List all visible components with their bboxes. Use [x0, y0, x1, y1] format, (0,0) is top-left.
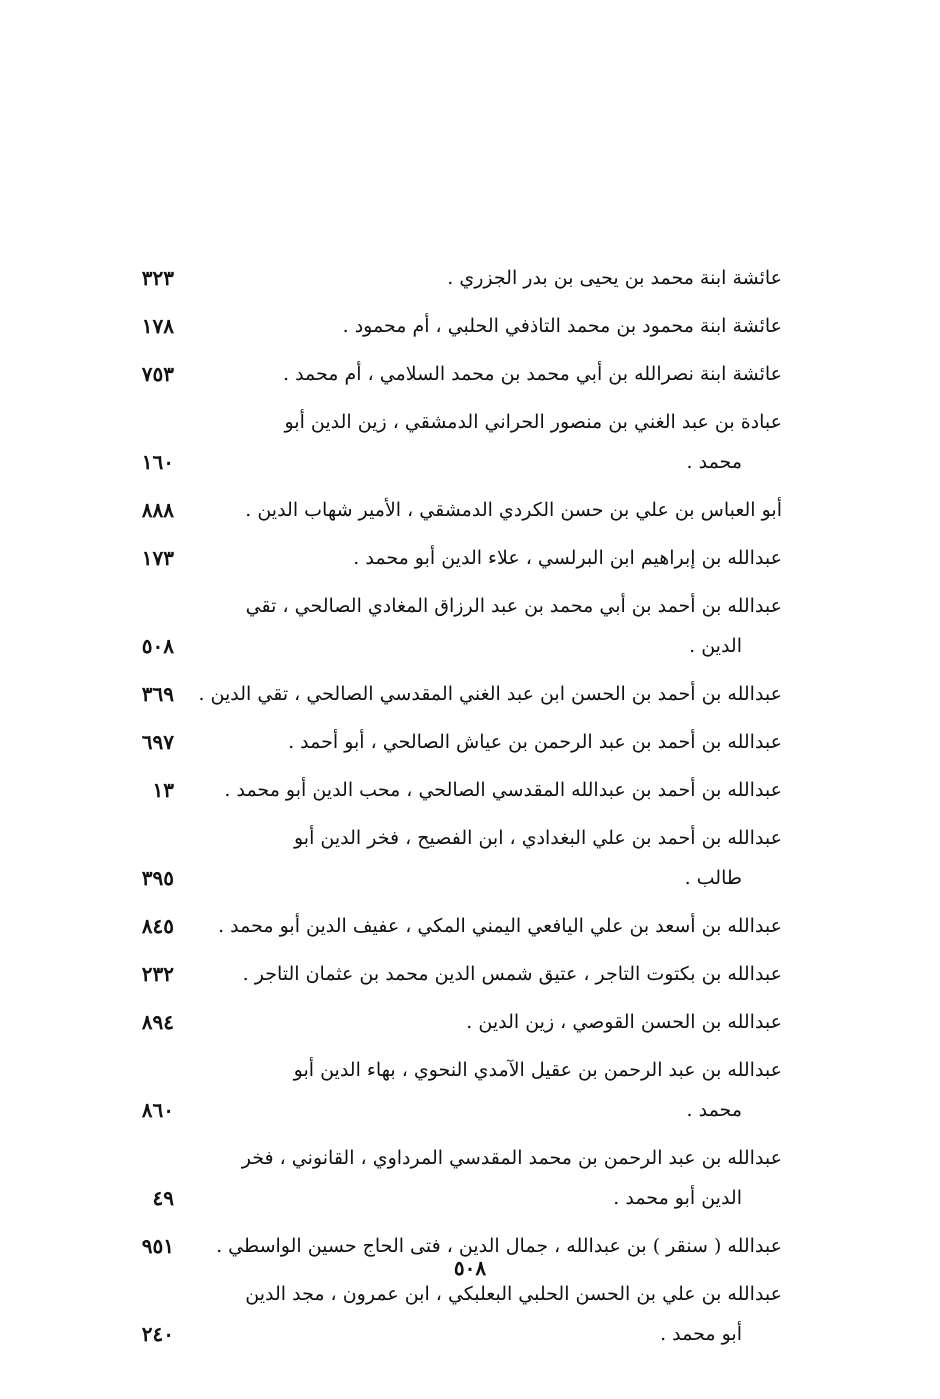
- index-entry: [110, 490, 782, 530]
- entry-continuation-line: محمد .: [686, 1099, 742, 1121]
- entry-text: [186, 402, 782, 482]
- entry-line: عبدالله بن أحمد بن علي البغدادي ، ابن الفصيح ، فخر الدين أبو: [293, 827, 782, 849]
- index-entry: [110, 674, 782, 714]
- entry-line: عبدالله بن أحمد بن عبد الرحمن بن عياش الصالحي ، أبو أحمد .: [288, 731, 782, 753]
- entry-page-number: ١٦٠: [141, 450, 174, 474]
- entry-text: [186, 674, 782, 714]
- index-entry: [110, 1274, 782, 1354]
- entry-line: عبدالله بن بكتوت التاجر ، عتيق شمس الدين محمد بن عثمان التاجر .: [242, 963, 782, 985]
- entry-text: [186, 258, 782, 298]
- index-entry: [110, 538, 782, 578]
- entry-text: [186, 1274, 782, 1354]
- entry-continuation-line: الدين .: [689, 635, 742, 657]
- index-entry: [110, 1050, 782, 1130]
- entry-line: عبدالله بن علي بن الحسن الحلبي البعلبكي ، ابن عمرون ، مجد الدين: [245, 1283, 782, 1305]
- entry-text: [186, 722, 782, 762]
- entry-text: [186, 954, 782, 994]
- entry-continuation-line: أبو محمد .: [660, 1323, 742, 1345]
- entry-page-number: ٨٨٨: [141, 498, 174, 522]
- entry-line: عبدالله بن عبد الرحمن بن محمد المقدسي المرداوي ، القانوني ، فخر: [241, 1147, 782, 1169]
- index-entry: [110, 1002, 782, 1042]
- page-number: ٥٠٨: [453, 1256, 487, 1280]
- entry-line: عبادة بن عبد الغني بن منصور الحراني الدمشقي ، زين الدين أبو: [284, 411, 782, 433]
- entry-page-number: ٣٩٥: [141, 866, 174, 890]
- entry-text: [186, 354, 782, 394]
- entry-continuation-line: محمد .: [686, 451, 742, 473]
- entry-line: عبدالله بن عبد الرحمن بن عقيل الآمدي النحوي ، بهاء الدين أبو: [293, 1059, 782, 1081]
- entry-page-number: ٥٠٨: [141, 634, 174, 658]
- entry-line: عبدالله بن أسعد بن علي اليافعي اليمني المكي ، عفيف الدين أبو محمد .: [218, 915, 782, 937]
- entry-line: عبدالله ( سنقر ) بن عبدالله ، جمال الدين ، فتى الحاج حسين الواسطي .: [216, 1235, 782, 1257]
- entry-continuation-line: طالب .: [684, 867, 742, 889]
- entry-page-number: ٢٣٢: [141, 962, 174, 986]
- index-entry: [110, 258, 782, 298]
- entry-text: [186, 586, 782, 666]
- entry-page-number: ٢٤٠: [141, 1322, 174, 1346]
- entry-page-number: ١٧٣: [141, 546, 174, 570]
- entry-page-number: ٩٥١: [141, 1234, 174, 1258]
- entry-text: [186, 818, 782, 898]
- index-entry: [110, 586, 782, 666]
- entry-line: عبدالله بن أحمد بن أبي محمد بن عبد الرزاق المغادي الصالحي ، تقي: [245, 595, 782, 617]
- entry-page-number: ٦٩٧: [141, 730, 174, 754]
- index-entry: [110, 906, 782, 946]
- index-entry: [110, 402, 782, 482]
- entry-page-number: ١٣: [152, 778, 174, 802]
- entry-page-number: ١٧٨: [141, 314, 174, 338]
- entry-page-number: ٧٥٣: [141, 362, 174, 386]
- entry-text: [186, 770, 782, 810]
- entry-text: [186, 906, 782, 946]
- index-entry: [110, 1138, 782, 1218]
- index-list: [110, 258, 782, 1362]
- entry-line: عبدالله بن إبراهيم ابن البرلسي ، علاء الدين أبو محمد .: [353, 547, 782, 569]
- entry-page-number: ٤٩: [152, 1186, 174, 1210]
- entry-text: [186, 490, 782, 530]
- index-entry: [110, 354, 782, 394]
- index-entry: [110, 818, 782, 898]
- entry-line: عبدالله بن أحمد بن الحسن ابن عبد الغني المقدسي الصالحي ، تقي الدين .: [198, 683, 782, 705]
- entry-line: عبدالله بن الحسن القوصي ، زين الدين .: [466, 1011, 782, 1033]
- entry-page-number: ٨٦٠: [141, 1098, 174, 1122]
- entry-line: عبدالله بن أحمد بن عبدالله المقدسي الصالحي ، محب الدين أبو محمد .: [224, 779, 782, 801]
- entry-continuation-line: الدين أبو محمد .: [613, 1187, 742, 1209]
- entry-line: أبو العباس بن علي بن حسن الكردي الدمشقي ، الأمير شهاب الدين .: [245, 499, 782, 521]
- entry-page-number: ٣٢٣: [141, 266, 174, 290]
- index-entry: [110, 770, 782, 810]
- entry-text: [186, 1138, 782, 1218]
- entry-page-number: ٣٦٩: [141, 682, 174, 706]
- entry-page-number: ٨٩٤: [141, 1010, 174, 1034]
- entry-text: [186, 1050, 782, 1130]
- entry-line: عائشة ابنة نصرالله بن أبي محمد بن محمد السلامي ، أم محمد .: [283, 363, 782, 385]
- index-entry: [110, 954, 782, 994]
- entry-line: عائشة ابنة محمود بن محمد التاذفي الحلبي ، أم محمود .: [342, 315, 782, 337]
- entry-text: [186, 1002, 782, 1042]
- entry-text: [186, 306, 782, 346]
- index-entry: [110, 306, 782, 346]
- index-entry: [110, 722, 782, 762]
- entry-page-number: ٨٤٥: [141, 914, 174, 938]
- entry-line: عائشة ابنة محمد بن يحيى بن بدر الجزري .: [447, 267, 782, 289]
- entry-text: [186, 538, 782, 578]
